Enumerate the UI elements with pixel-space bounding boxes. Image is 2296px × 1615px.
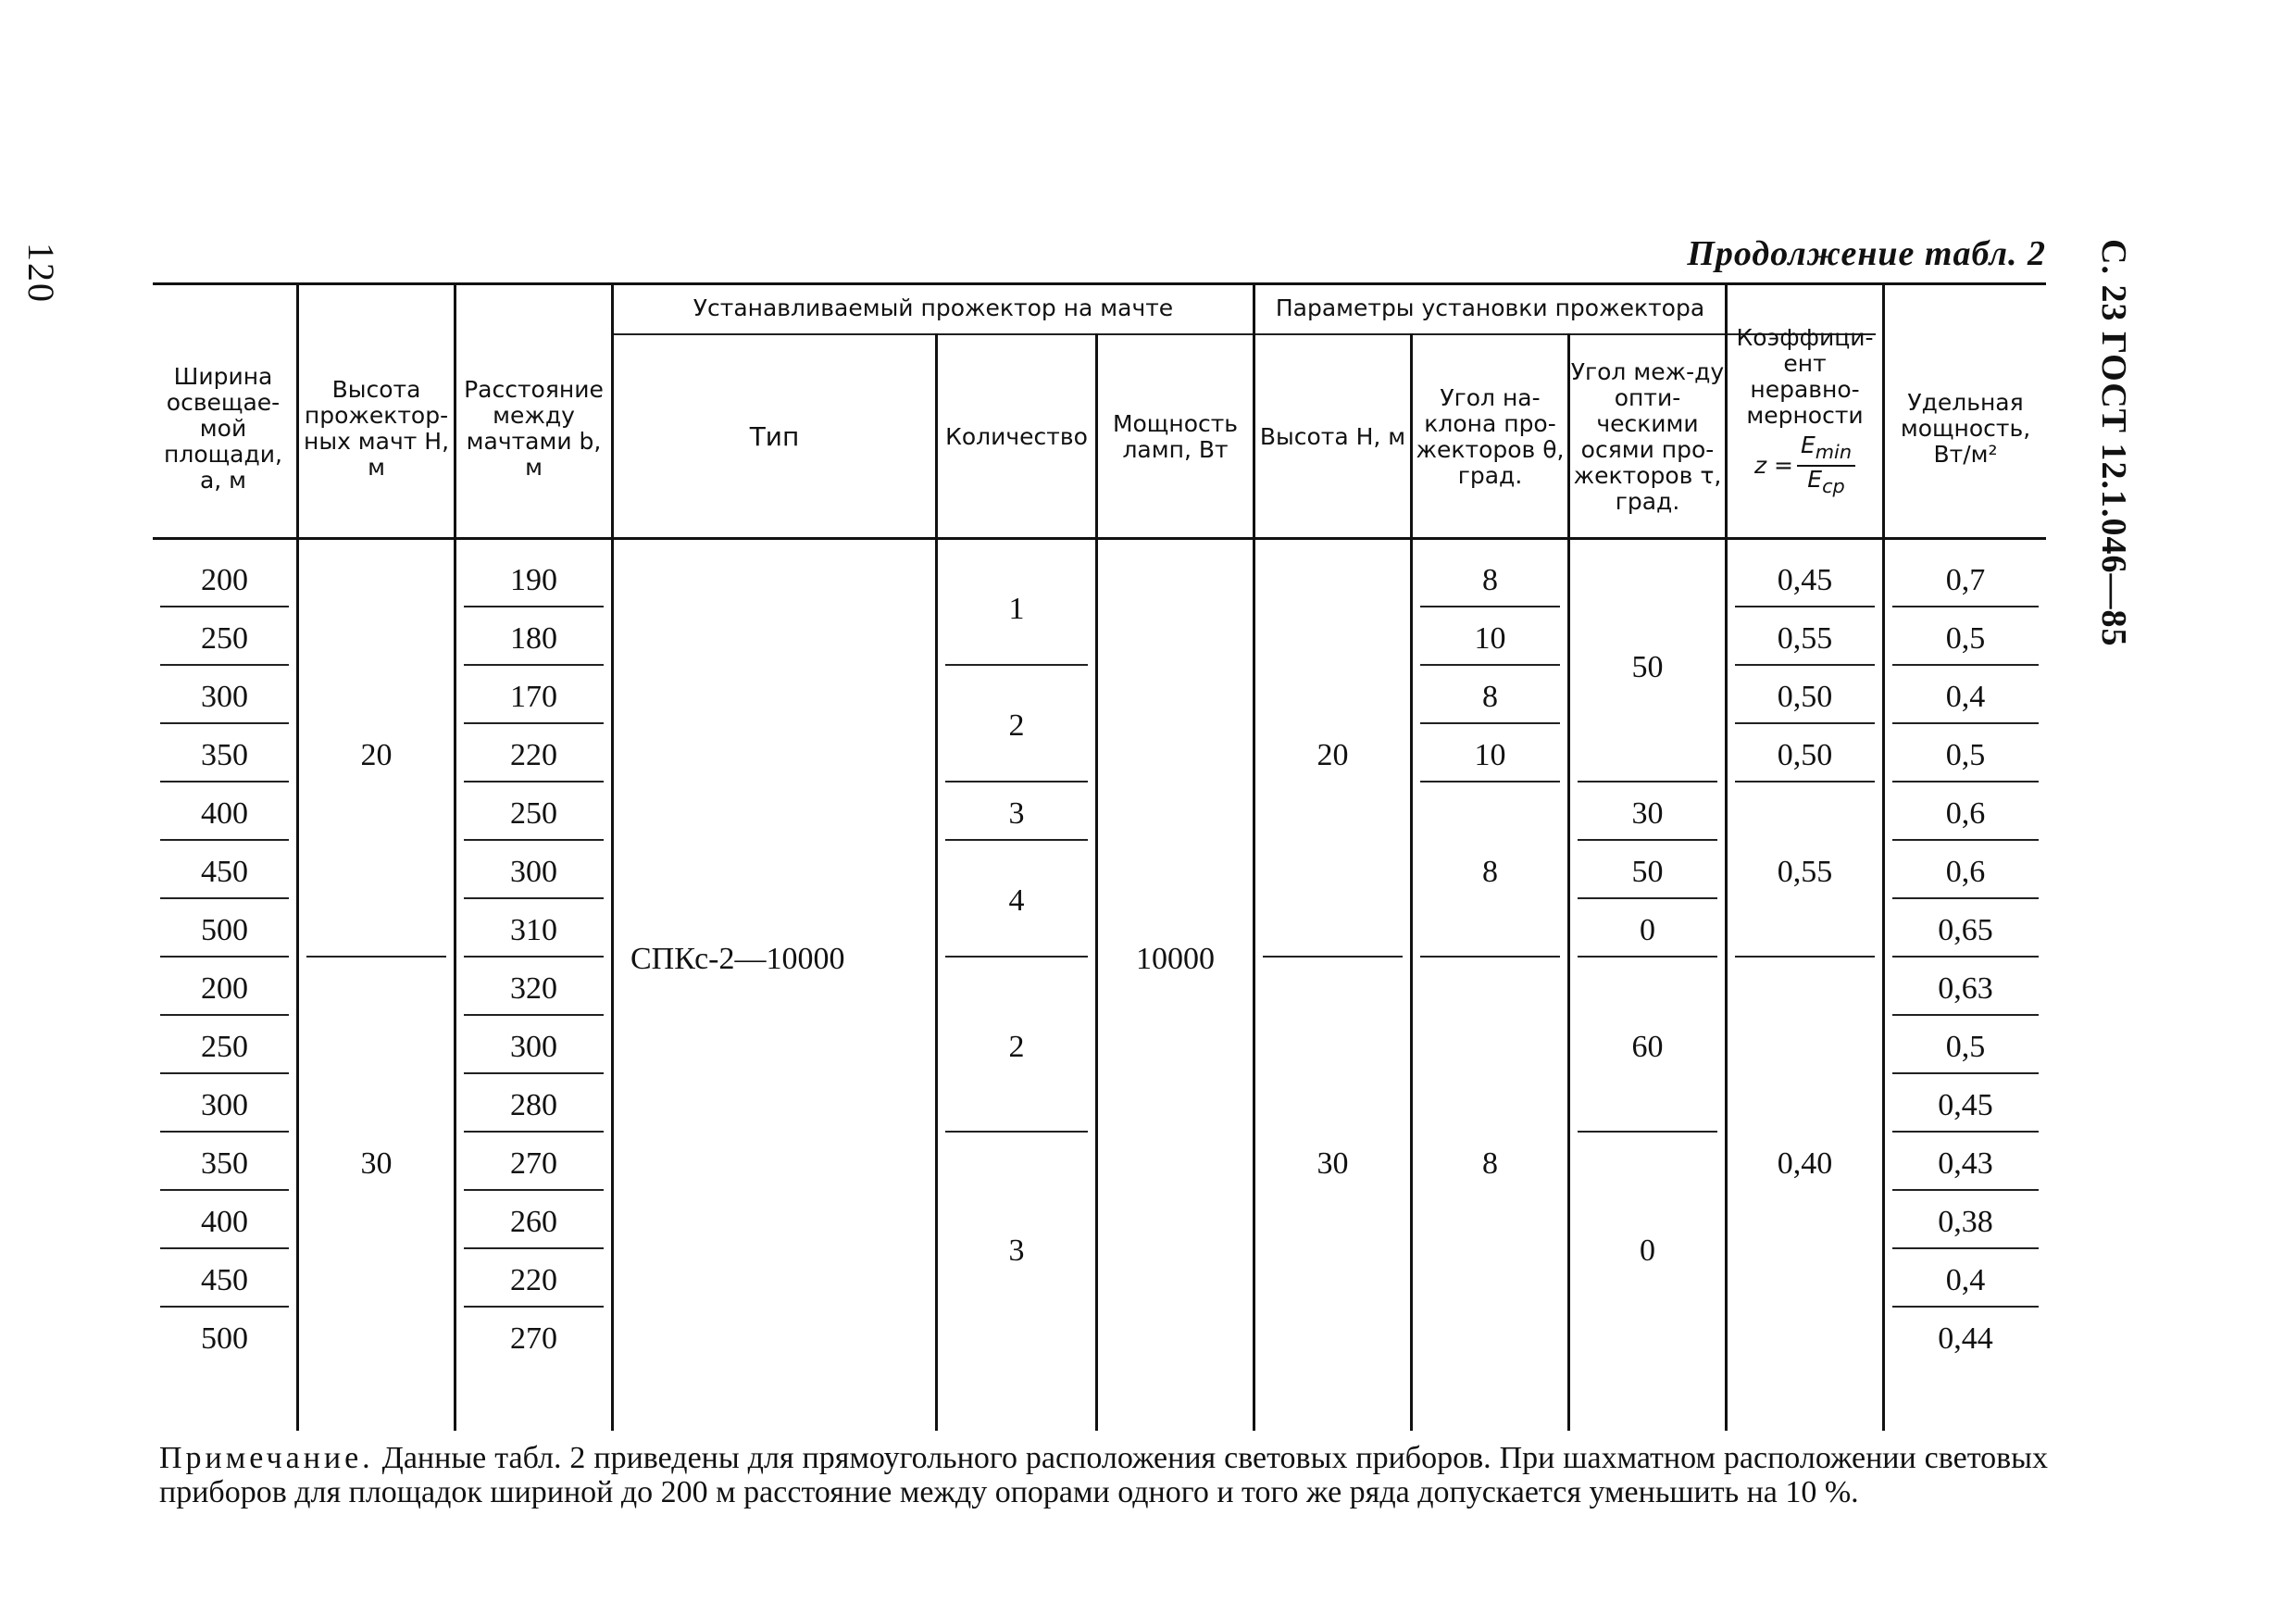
row-rule bbox=[464, 606, 604, 607]
distance-cell: 270 bbox=[510, 1321, 557, 1356]
row-rule bbox=[464, 839, 604, 841]
row-rule bbox=[464, 956, 604, 958]
row-rule bbox=[1735, 664, 1875, 666]
row-rule bbox=[945, 956, 1088, 958]
quantity-cell: 2 bbox=[1008, 708, 1025, 743]
width-cell: 350 bbox=[201, 1146, 248, 1181]
row-rule bbox=[1578, 956, 1717, 958]
row-rule bbox=[1892, 1014, 2039, 1016]
row-rule bbox=[464, 1247, 604, 1249]
width-cell: 200 bbox=[201, 970, 248, 1006]
row-rule bbox=[160, 956, 289, 958]
row-rule bbox=[464, 1189, 604, 1191]
distance-cell: 220 bbox=[510, 1262, 557, 1297]
width-cell: 400 bbox=[201, 1204, 248, 1239]
row-rule bbox=[1735, 781, 1875, 782]
specific-power-cell: 0,4 bbox=[1945, 679, 1986, 714]
row-rule bbox=[1420, 664, 1560, 666]
row-rule bbox=[1263, 956, 1403, 958]
row-rule bbox=[1420, 722, 1560, 724]
row-rule bbox=[1892, 1072, 2039, 1074]
row-rule bbox=[945, 781, 1088, 782]
distance-cell: 170 bbox=[510, 679, 557, 714]
row-rule bbox=[464, 1131, 604, 1133]
specific-power-cell: 0,6 bbox=[1945, 854, 1986, 889]
row-rule bbox=[464, 664, 604, 666]
axis-angle-cell: 60 bbox=[1631, 1029, 1664, 1064]
row-rule bbox=[1420, 781, 1560, 782]
header-distance: Расстояние между мачтами b, м bbox=[464, 375, 604, 481]
header-type: Тип bbox=[749, 420, 800, 452]
coef-num-sub: min bbox=[1815, 441, 1853, 463]
axis-angle-cell: 0 bbox=[1640, 1233, 1655, 1268]
width-cell: 500 bbox=[201, 912, 248, 947]
tilt-angle-cell: 8 bbox=[1482, 679, 1498, 714]
row-rule bbox=[160, 1189, 289, 1191]
lamp-power-cell: 10000 bbox=[1136, 942, 1215, 976]
row-rule bbox=[160, 722, 289, 724]
row-rule bbox=[464, 722, 604, 724]
group-header-rule bbox=[614, 333, 1876, 335]
row-rule bbox=[1892, 1247, 2039, 1249]
row-rule bbox=[1735, 956, 1875, 958]
axis-angle-cell: 0 bbox=[1640, 912, 1655, 947]
specific-power-cell: 0,43 bbox=[1938, 1146, 1993, 1181]
coefficient-cell: 0,45 bbox=[1777, 562, 1833, 597]
mast-height-cell: 20 bbox=[360, 737, 393, 772]
row-rule bbox=[160, 1072, 289, 1074]
width-cell: 250 bbox=[201, 1029, 248, 1064]
coefficient-cell: 0,50 bbox=[1777, 679, 1833, 714]
distance-cell: 320 bbox=[510, 970, 557, 1006]
header-tilt-angle: Угол на-клона про-жекторов θ, град. bbox=[1416, 383, 1565, 489]
specific-power-cell: 0,6 bbox=[1945, 795, 1986, 831]
row-rule bbox=[160, 1014, 289, 1016]
header-coefficient bbox=[1728, 287, 1882, 537]
distance-cell: 190 bbox=[510, 562, 557, 597]
width-cell: 300 bbox=[201, 1087, 248, 1122]
width-cell: 350 bbox=[201, 737, 248, 772]
row-rule bbox=[1420, 606, 1560, 607]
quantity-cell: 2 bbox=[1008, 1029, 1025, 1064]
quantity-cell: 3 bbox=[1008, 1233, 1025, 1268]
axis-angle-cell: 50 bbox=[1631, 650, 1664, 684]
tilt-angle-cell: 8 bbox=[1482, 1146, 1498, 1181]
row-rule bbox=[160, 1306, 289, 1308]
lighting-table bbox=[153, 282, 2046, 1431]
specific-power-cell: 0,44 bbox=[1938, 1321, 1993, 1356]
table-note bbox=[159, 1441, 2048, 1509]
header-bottom-rule bbox=[153, 537, 2046, 540]
row-rule bbox=[160, 606, 289, 607]
row-rule bbox=[464, 1014, 604, 1016]
quantity-cell: 4 bbox=[1008, 883, 1025, 918]
row-rule bbox=[1420, 956, 1560, 958]
tilt-angle-cell: 10 bbox=[1474, 620, 1506, 656]
header-mast-height: Высота прожектор-ных мачт H, м bbox=[303, 375, 450, 481]
width-cell: 500 bbox=[201, 1321, 248, 1356]
specific-power-cell: 0,38 bbox=[1938, 1204, 1993, 1239]
specific-power-cell: 0,4 bbox=[1945, 1262, 1986, 1297]
distance-cell: 310 bbox=[510, 912, 557, 947]
coefficient-cell: 0,40 bbox=[1777, 1146, 1833, 1181]
axis-angle-cell: 30 bbox=[1631, 795, 1664, 831]
coef-fraction bbox=[1797, 432, 1855, 499]
row-rule bbox=[160, 781, 289, 782]
projector-type-cell: СПКс-2—10000 bbox=[630, 942, 845, 976]
header-specific-power: Удельная мощность, Вт/м² bbox=[1900, 388, 2031, 468]
coef-den-sub: ср bbox=[1822, 475, 1845, 497]
mast-height-cell: 30 bbox=[360, 1146, 393, 1181]
tilt-angle-cell: 10 bbox=[1474, 737, 1506, 772]
specific-power-cell: 0,5 bbox=[1945, 1029, 1986, 1064]
row-rule bbox=[1578, 839, 1717, 841]
specific-power-cell: 0,7 bbox=[1945, 562, 1986, 597]
specific-power-cell: 0,5 bbox=[1945, 620, 1986, 656]
row-rule bbox=[1735, 606, 1875, 607]
row-rule bbox=[1578, 1131, 1717, 1133]
row-rule bbox=[160, 897, 289, 899]
install-height-cell: 20 bbox=[1316, 737, 1349, 772]
coefficient-cell: 0,55 bbox=[1777, 620, 1833, 656]
width-cell: 450 bbox=[201, 854, 248, 889]
row-rule bbox=[945, 664, 1088, 666]
note-lead: Примечание. bbox=[159, 1441, 374, 1475]
distance-cell: 250 bbox=[510, 795, 557, 831]
coef-lhs: z = bbox=[1753, 452, 1793, 479]
install-height-cell: 30 bbox=[1316, 1146, 1349, 1181]
quantity-cell: 1 bbox=[1008, 592, 1025, 626]
width-cell: 200 bbox=[201, 562, 248, 597]
width-cell: 400 bbox=[201, 795, 248, 831]
row-rule bbox=[464, 897, 604, 899]
row-rule bbox=[1892, 781, 2039, 782]
axis-angle-cell: 50 bbox=[1631, 854, 1664, 889]
row-rule bbox=[160, 664, 289, 666]
table-caption: Продолжение табл. 2 bbox=[1687, 234, 2046, 273]
document-header: С. 23 ГОСТ 12.1.046—85 bbox=[2094, 239, 2133, 647]
specific-power-cell: 0,63 bbox=[1938, 970, 1993, 1006]
specific-power-cell: 0,5 bbox=[1945, 737, 1986, 772]
header-power: Мощность ламп, Вт bbox=[1112, 409, 1239, 463]
row-rule bbox=[1892, 956, 2039, 958]
row-rule bbox=[1892, 722, 2039, 724]
width-cell: 250 bbox=[201, 620, 248, 656]
distance-cell: 180 bbox=[510, 620, 557, 656]
width-cell: 450 bbox=[201, 1262, 248, 1297]
header-width: Ширина освещае-мой площади, а, м bbox=[164, 362, 282, 494]
distance-cell: 280 bbox=[510, 1087, 557, 1122]
distance-cell: 300 bbox=[510, 1029, 557, 1064]
row-rule bbox=[1892, 606, 2039, 607]
row-rule bbox=[1578, 897, 1717, 899]
row-rule bbox=[1892, 897, 2039, 899]
coef-den: E bbox=[1807, 466, 1823, 493]
row-rule bbox=[464, 781, 604, 782]
row-rule bbox=[945, 839, 1088, 841]
header-quantity: Количество bbox=[945, 422, 1088, 450]
coefficient-cell: 0,55 bbox=[1777, 854, 1833, 889]
page-number: 120 bbox=[20, 243, 62, 304]
distance-cell: 300 bbox=[510, 854, 557, 889]
row-rule bbox=[1578, 781, 1717, 782]
header-group-params: Параметры установки прожектора bbox=[1275, 294, 1705, 321]
header-axis-angle: Угол меж-ду опти-ческими осями про-жекторов τ, град. bbox=[1570, 357, 1725, 515]
quantity-cell: 3 bbox=[1008, 795, 1025, 831]
coef-label: Коэффици-ент неравно-мерности bbox=[1736, 324, 1874, 429]
width-cell: 300 bbox=[201, 679, 248, 714]
row-rule bbox=[160, 839, 289, 841]
row-rule bbox=[945, 1131, 1088, 1133]
coef-formula bbox=[1754, 432, 1855, 499]
row-rule bbox=[160, 1247, 289, 1249]
tilt-angle-cell: 8 bbox=[1482, 562, 1498, 597]
row-rule bbox=[1892, 1306, 2039, 1308]
row-rule bbox=[306, 956, 446, 958]
row-rule bbox=[160, 1131, 289, 1133]
row-rule bbox=[464, 1072, 604, 1074]
row-rule bbox=[1892, 1131, 2039, 1133]
distance-cell: 270 bbox=[510, 1146, 557, 1181]
distance-cell: 260 bbox=[510, 1204, 557, 1239]
header-install-height: Высота H, м bbox=[1259, 422, 1406, 450]
row-rule bbox=[1735, 722, 1875, 724]
specific-power-cell: 0,45 bbox=[1938, 1087, 1993, 1122]
row-rule bbox=[1892, 1189, 2039, 1191]
row-rule bbox=[1892, 664, 2039, 666]
distance-cell: 220 bbox=[510, 737, 557, 772]
tilt-angle-cell: 8 bbox=[1482, 854, 1498, 889]
coef-num: E bbox=[1800, 432, 1816, 458]
note-text: Данные табл. 2 приведены для прямоугольного расположения световых приборов. При шахматном расположении световых приборов для площадок шириной до 200 м расстояние между опорами одного и того же ряда допускается уменьшить на 10 %. bbox=[159, 1441, 2048, 1509]
coefficient-cell: 0,50 bbox=[1777, 737, 1833, 772]
row-rule bbox=[1892, 839, 2039, 841]
header-group-projector: Устанавливаемый прожектор на мачте bbox=[693, 294, 1174, 321]
specific-power-cell: 0,65 bbox=[1938, 912, 1993, 947]
row-rule bbox=[464, 1306, 604, 1308]
